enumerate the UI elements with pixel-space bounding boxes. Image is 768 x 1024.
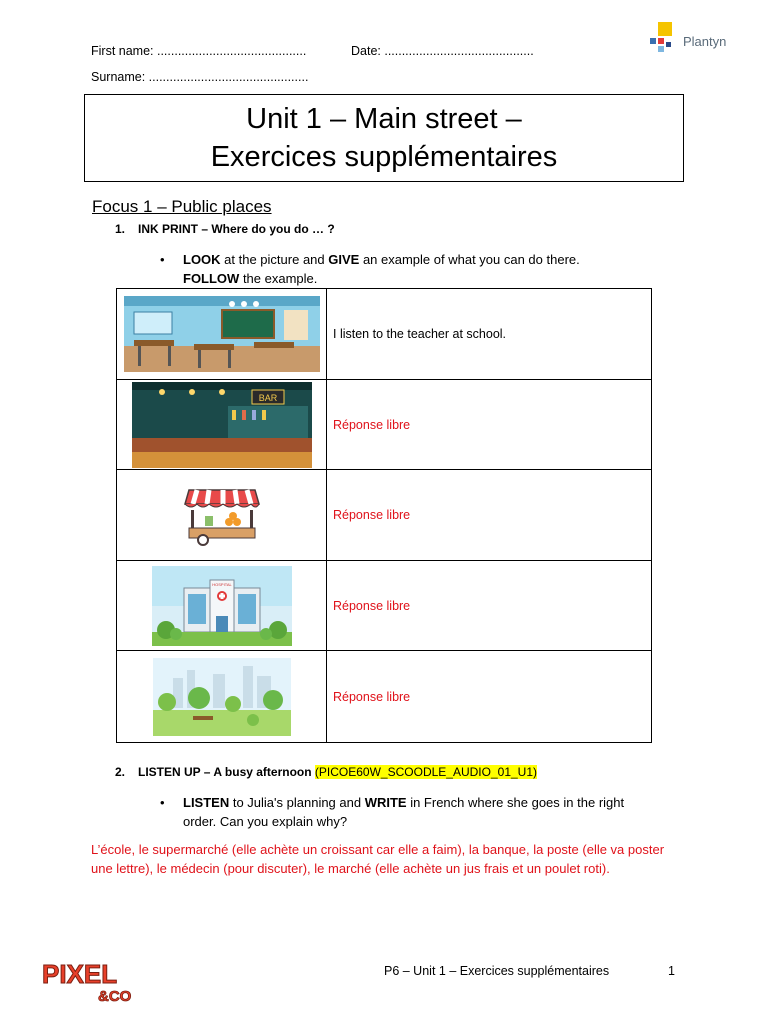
image-cell (117, 561, 327, 651)
hospital-image (152, 566, 292, 646)
exercise2-title: LISTEN UP – A busy afternoon (PICOE60W_SCOODLE_AUDIO_01_U1) (138, 765, 537, 779)
image-cell (117, 470, 327, 561)
exercise2-instruction: LISTEN to Julia's planning and WRITE in French where she goes in the right order. Can you explain why? (183, 795, 625, 829)
exercise2-answer: L’école, le supermarché (elle achète un croissant car elle a faim), la banque, la poste (elle va poster une lettre), le médecin (pour discuter), le marché (elle achète un jus frais et un poulet roti). (91, 842, 665, 876)
title-box (84, 94, 684, 182)
first-name-field: First name: ........................................... (91, 44, 307, 58)
svg-text:&CO: &CO (98, 988, 132, 1003)
surname-field: Surname: .............................................. (91, 70, 309, 84)
exercise1-bullet: • (160, 252, 165, 267)
pixel-co-logo (38, 955, 148, 1003)
bar-sign: BAR (258, 392, 277, 403)
title-line2: Exercices supplémentaires (210, 141, 558, 173)
footer-text: P6 – Unit 1 – Exercices supplémentaires (384, 964, 610, 978)
table-row (117, 561, 652, 651)
bar-image (132, 382, 312, 468)
answer-cell: Réponse libre (327, 470, 652, 561)
answer-cell: Réponse libre (327, 561, 652, 651)
answer-cell: I listen to the teacher at school. (327, 289, 652, 380)
table-row (117, 380, 652, 470)
answer-cell: Réponse libre (327, 651, 652, 743)
exercise2-bullet: • (160, 795, 165, 810)
page-number: 1 (668, 964, 675, 978)
date-field: Date: ........................................... (351, 44, 534, 58)
exercise1-title: INK PRINT – Where do you do … ? (138, 222, 335, 236)
image-cell (117, 380, 327, 470)
exercise1-instruction: LOOK at the picture and GIVE an example of what you can do there. FOLLOW the example. (183, 252, 580, 286)
title-line1: Unit 1 – Main street – (246, 103, 522, 135)
park-image (153, 658, 291, 736)
image-cell (117, 651, 327, 743)
focus-heading: Focus 1 – Public places (92, 197, 272, 216)
table-row (117, 651, 652, 743)
audio-code: (PICOE60W_SCOODLE_AUDIO_01_U1) (314, 765, 537, 779)
market-stall-image (183, 484, 261, 546)
svg-text:PIXEL: PIXEL (42, 959, 118, 989)
hospital-sign: HOSPITAL (211, 581, 232, 587)
exercise1-number: 1. (115, 222, 126, 236)
image-cell (117, 289, 327, 380)
exercise1-table (116, 288, 652, 743)
classroom-image (124, 296, 320, 372)
exercise2-number: 2. (115, 765, 126, 779)
table-row (117, 289, 652, 380)
table-row (117, 470, 652, 561)
plantyn-wordmark: Plantyn (683, 34, 727, 49)
answer-cell: Réponse libre (327, 380, 652, 470)
